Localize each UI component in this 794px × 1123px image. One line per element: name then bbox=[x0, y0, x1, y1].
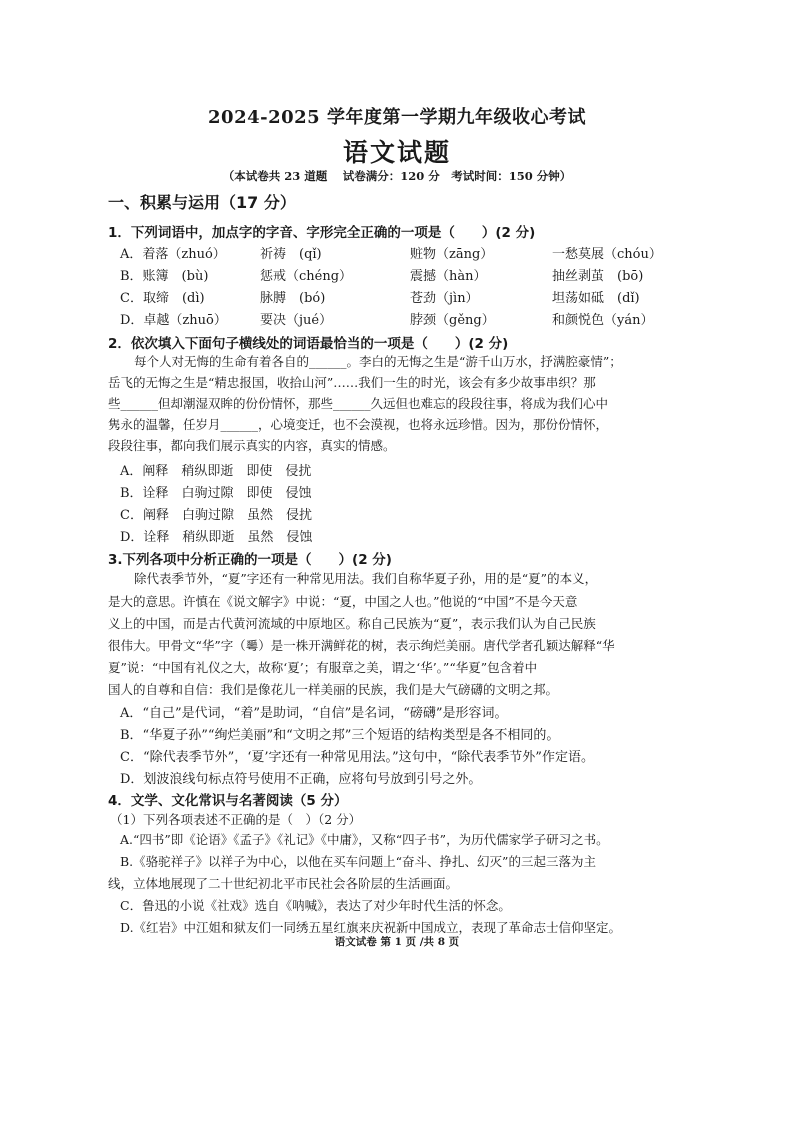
q1-option-cell: 祈祷 (qǐ) bbox=[260, 247, 322, 262]
q2-passage-line: 每个人对无悔的生命有着各自的______。李白的无悔之生是“游千山万水，抒满腔豪情”； bbox=[134, 354, 622, 369]
q1-option-cell: D．卓越（zhuō） bbox=[120, 313, 227, 328]
q2-passage-line: 段段往事，都向我们展示真实的内容，真实的情感。 bbox=[108, 438, 396, 453]
q2-passage-line: 岳飞的无悔之生是“精忠报国，收拾山河”……我们一生的时光，该会有多少故事串织？那 bbox=[108, 375, 596, 390]
q4-option: D.《红岩》中江姐和狱友们一同绣五星红旗来庆祝新中国成立，表现了革命志士信仰坚定。 bbox=[120, 920, 622, 935]
q1-option-cell: 坦荡如砥 (dǐ) bbox=[552, 291, 640, 306]
exam-title: 2024-2025 学年度第一学期九年级收心考试 bbox=[208, 107, 586, 128]
q4-option: 线，立体地展现了二十世纪初北平市民社会各阶层的生活画面。 bbox=[108, 876, 459, 891]
q3-passage-line: 国人的自尊和自信：我们是像花儿一样美丽的民族，我们是大气磅礴的文明之邦。 bbox=[108, 682, 559, 697]
q1-option-cell: 和颜悦色（yán） bbox=[552, 313, 654, 328]
q2-option: B．诠释 白驹过隙 即使 侵蚀 bbox=[120, 486, 312, 501]
q4-option: B.《骆驼祥子》以祥子为中心，以他在买车问题上“奋斗、挣扎、幻灭”的三起三落为主 bbox=[120, 854, 596, 869]
q1-option-cell: 脖颈（gěng） bbox=[410, 313, 495, 328]
q3-passage-line: 很伟大。甲骨文“华”字（𠌶）是一株开满鲜花的树，表示绚烂美丽。唐代学者孔颖达解释“华 bbox=[108, 638, 615, 653]
q3-option: C．“除代表季节外”，‘夏’字还有一种常见用法。”这句中，“除代表季节外”作定语。 bbox=[120, 750, 594, 765]
q2-stem: 2．依次填入下面句子横线处的词语最恰当的一项是（ ）(2 分) bbox=[108, 336, 509, 352]
q3-passage-line: 义上的中国，而是古代黄河流域的中原地区。称自己民族为“夏”，表示我们认为自己民族 bbox=[108, 616, 596, 631]
q4-option: C．鲁迅的小说《社戏》选自《呐喊》，表达了对少年时代生活的怀念。 bbox=[120, 898, 511, 913]
q1-option-cell: 苍劲（jìn） bbox=[410, 291, 479, 306]
q1-option-cell: 震撼（hàn） bbox=[410, 269, 487, 284]
q3-passage-line: 夏”说：“中国有礼仪之大，故称‘夏’；有服章之美，谓之‘华’。”“华夏”包含着中 bbox=[108, 660, 538, 675]
subject-title: 语文试题 bbox=[342, 138, 451, 167]
q3-option: D．划波浪线句标点符号使用不正确，应将句号放到引号之外。 bbox=[120, 772, 482, 787]
q1-stem: 1．下列词语中，加点字的字音、字形完全正确的一项是（ ）(2 分) bbox=[108, 225, 536, 241]
q3-option: B．“华夏子孙”“绚烂美丽”和“文明之邦”三个短语的结构类型是各不相同的。 bbox=[120, 728, 560, 743]
q2-option: C．阐释 白驹过隙 虽然 侵扰 bbox=[120, 508, 312, 523]
q3-stem: 3.下列各项中分析正确的一项是（ ）(2 分) bbox=[108, 552, 392, 568]
q3-passage-line: 除代表季节外，“夏”字还有一种常见用法。我们自称华夏子孙，用的是“夏”的本义， bbox=[134, 571, 598, 586]
page-footer: 语文试卷 第 1 页 /共 8 页 bbox=[334, 936, 460, 948]
exam-info: （本试卷共 23 道题 试卷满分：120 分 考试时间：150 分钟） bbox=[222, 169, 572, 183]
q3-option: A．“自己”是代词，“着”是助词，“自信”是名词，“磅礴”是形容词。 bbox=[120, 706, 508, 721]
q4-subquestion: （1）下列各项表述不正确的是（ ）（2 分） bbox=[110, 812, 362, 827]
q1-option-cell: 惩戒（chéng） bbox=[260, 269, 353, 284]
q3-passage-line: 是大的意思。许慎在《说文解字》中说：“夏，中国之人也。”他说的“中国”不是今天意 bbox=[108, 594, 578, 609]
q2-option: D．诠释 稍纵即逝 虽然 侵蚀 bbox=[120, 530, 313, 545]
q4-option: A.“四书”即《论语》《孟子》《礼记》《中庸》，又称“四子书”，为历代儒家学子研习之书。 bbox=[120, 832, 609, 847]
q1-option-cell: 抽丝剥茧 (bō) bbox=[552, 269, 644, 284]
q2-option: A．阐释 稍纵即逝 即使 侵扰 bbox=[120, 464, 312, 479]
q1-option-cell: C．取缔 (dì) bbox=[120, 291, 205, 306]
q1-option-cell: 要决（jué） bbox=[260, 313, 333, 328]
q1-option-cell: 赃物（zāng） bbox=[410, 247, 494, 262]
q1-option-cell: 一愁莫展（chóu） bbox=[552, 247, 662, 262]
q1-option-cell: B．账簿 (bù) bbox=[120, 269, 209, 284]
section-title: 一、积累与运用（17 分） bbox=[108, 193, 296, 212]
q1-option-cell: 脉膊 (bó) bbox=[260, 291, 326, 306]
q2-passage-line: 些______但却潮湿双眸的份份情怀，那些______久远但也难忘的段段往事，将成为我们心中 bbox=[108, 396, 609, 411]
q1-option-cell: A．着落（zhuó） bbox=[120, 247, 226, 262]
q2-passage-line: 隽永的温馨，任岁月______，心境变迁，也不会漠视，也将永远珍惜。因为，那份份情怀， bbox=[108, 417, 609, 432]
q4-stem: 4．文学、文化常识与名著阅读（5 分） bbox=[108, 793, 348, 809]
